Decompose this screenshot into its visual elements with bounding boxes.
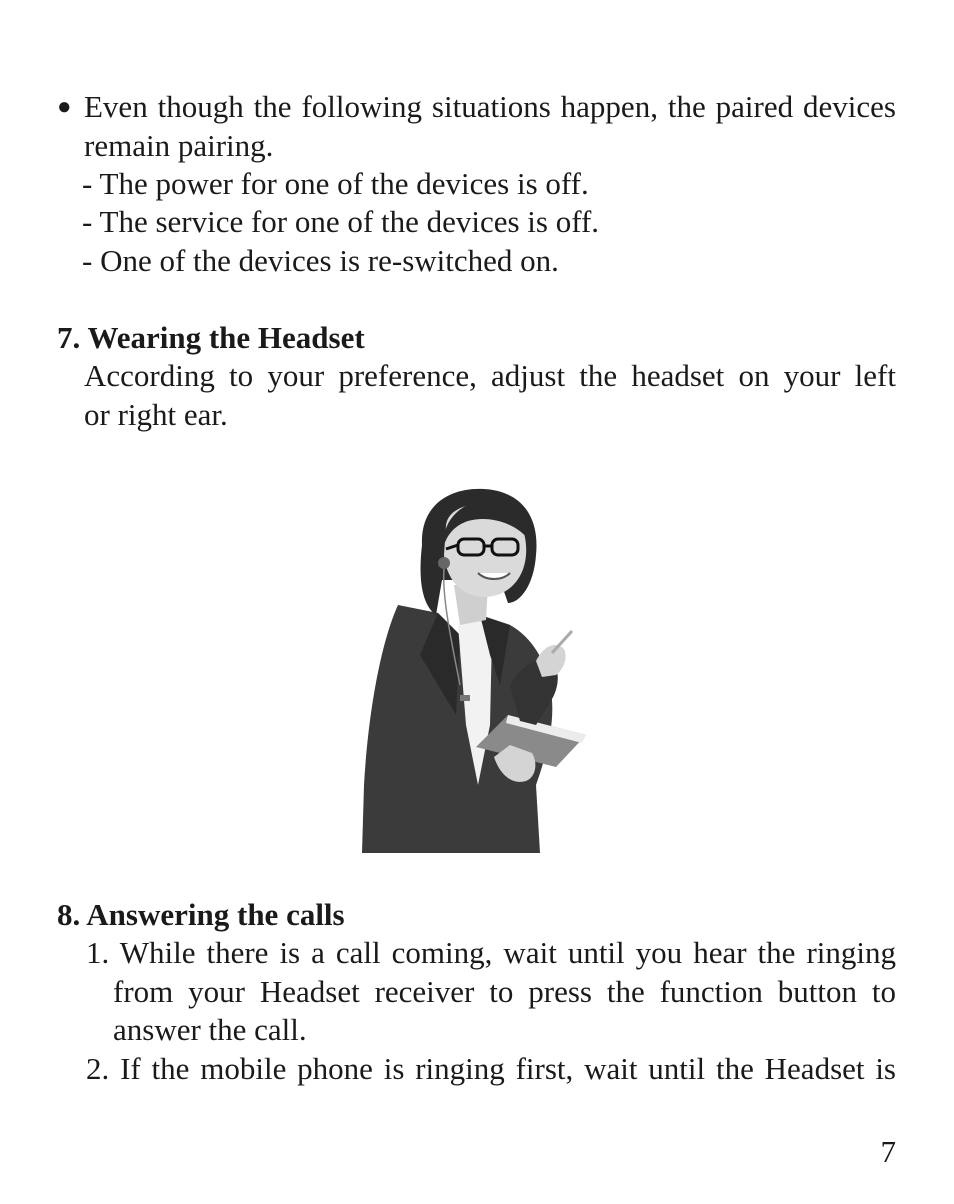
section-8-step-2-line-1: 2. If the mobile phone is ringing first, wait until the Headset is <box>86 1051 896 1086</box>
section-7-body-line-1: According to your preference, adjust the headset on your left <box>84 358 896 393</box>
bullet-intro-line-2: remain pairing. <box>84 128 274 163</box>
section-8-step-1-line-2: from your Headset receiver to press the function button to <box>113 974 896 1009</box>
bullet-intro-line-1: Even though the following situations happen, the paired devices <box>84 89 896 124</box>
section-7-heading: 7. Wearing the Headset <box>57 320 365 355</box>
bullet-sub-item-3: - One of the devices is re-switched on. <box>82 243 559 278</box>
section-7-body-line-2: or right ear. <box>84 397 228 432</box>
section-8-step-1-line-1: 1. While there is a call coming, wait until you hear the ringing <box>86 935 896 970</box>
bullet-sub-item-2: - The service for one of the devices is off. <box>82 204 600 239</box>
section-8-heading: 8. Answering the calls <box>57 897 345 932</box>
bullet-icon: ● <box>57 94 72 120</box>
section-8-step-1-line-3: answer the call. <box>113 1012 307 1047</box>
headset-woman-illustration <box>360 485 592 853</box>
page-number: 7 <box>880 1134 896 1169</box>
bullet-sub-item-1: - The power for one of the devices is off. <box>82 166 589 201</box>
